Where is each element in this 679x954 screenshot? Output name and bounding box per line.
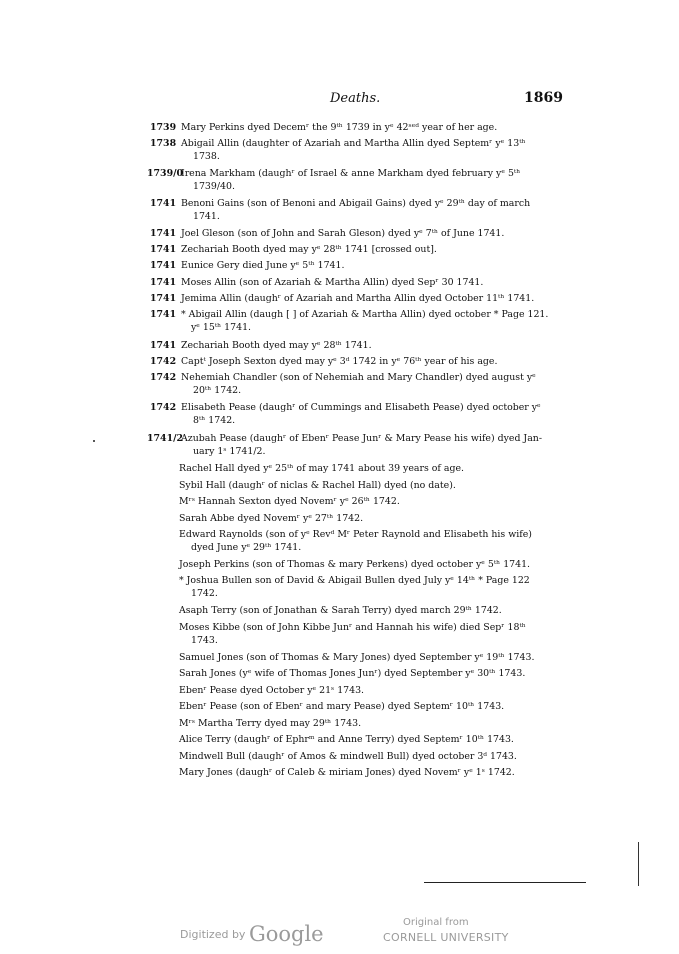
list-item bbox=[150, 227, 570, 240]
entry-year: 1742 bbox=[150, 356, 177, 367]
digitized-prefix: Digitized by bbox=[180, 928, 246, 941]
institution-label: CORNELL UNIVERSITY bbox=[383, 931, 509, 944]
entry-text: Mary Jones (daughʳ of Caleb & miriam Jones) dyed Novemʳ yᵉ 1ˢ 1742. bbox=[179, 767, 515, 778]
entry-text: Mʳˢ Martha Terry dyed may 29ᵗʰ 1743. bbox=[179, 718, 362, 729]
entry-year: 1742 bbox=[150, 372, 177, 383]
entry-year: 1739 bbox=[150, 122, 177, 133]
entry-text: Asaph Terry (son of Jonathan & Sarah Terry) dyed march 29ᵗʰ 1742. bbox=[179, 605, 502, 616]
list-item bbox=[179, 479, 569, 492]
entry-text: Joseph Perkins (son of Thomas & mary Perkens) dyed october yᵉ 5ᵗʰ 1741. bbox=[179, 559, 531, 570]
list-item bbox=[179, 528, 569, 554]
list-item bbox=[179, 750, 569, 763]
entry-continuation: 1741. bbox=[193, 211, 220, 222]
entry-text: Rachel Hall dyed yᵉ 25ᵗʰ of may 1741 about 39 years of age. bbox=[179, 463, 464, 474]
entry-year: 1741 bbox=[150, 244, 177, 255]
list-item bbox=[150, 137, 570, 163]
list-item bbox=[179, 495, 569, 508]
list-item bbox=[179, 512, 569, 525]
entry-continuation: 20ᵗʰ 1742. bbox=[193, 385, 242, 396]
list-item bbox=[179, 766, 569, 779]
entry-text: Mindwell Bull (daughʳ of Amos & mindwell Bull) dyed october 3ᵈ 1743. bbox=[179, 751, 517, 762]
list-item bbox=[179, 621, 569, 647]
entry-text: Eunice Gery died June yᵉ 5ᵗʰ 1741. bbox=[181, 260, 345, 271]
entry-text: Sarah Jones (yᵉ wife of Thomas Jones Junʳ) dyed September yᵉ 30ᵗʰ 1743. bbox=[179, 668, 526, 679]
entry-year: 1741 bbox=[150, 293, 177, 304]
digitized-by-label bbox=[180, 922, 324, 946]
entry-text: Nehemiah Chandler (son of Nehemiah and Mary Chandler) dyed august yᵉ bbox=[181, 372, 536, 383]
entry-text: Irena Markham (daughʳ of Israel & anne Markham dyed february yᵉ 5ᵗʰ bbox=[181, 168, 521, 179]
list-item bbox=[179, 733, 569, 746]
margin-dot bbox=[93, 440, 95, 442]
entry-text: Edward Raynolds (son of yᵉ Revᵈ Mʳ Peter Raynold and Elisabeth his wife) bbox=[179, 529, 532, 540]
entry-text: Benoni Gains (son of Benoni and Abigail Gains) dyed yᵉ 29ᵗʰ day of march bbox=[181, 198, 531, 209]
entry-text: Joel Gleson (son of John and Sarah Gleson) dyed yᵉ 7ᵗʰ of June 1741. bbox=[181, 228, 505, 239]
list-item bbox=[150, 308, 570, 334]
entry-year: 1741 bbox=[150, 260, 177, 271]
entry-text: Ebenʳ Pease dyed October yᵉ 21ˢ 1743. bbox=[179, 685, 365, 696]
entry-year: 1741 bbox=[150, 198, 177, 209]
entry-continuation: 1743. bbox=[191, 635, 218, 646]
original-from-label: Original from bbox=[403, 917, 469, 928]
list-item bbox=[179, 700, 569, 713]
entry-year: 1741/2 bbox=[147, 433, 184, 444]
entry-text: Zechariah Booth dyed may yᵉ 28ᵗʰ 1741 [crossed out]. bbox=[181, 244, 437, 255]
entry-year: 1741 bbox=[150, 309, 177, 320]
list-item bbox=[179, 462, 569, 475]
entry-text: Abigail Allin (daughter of Azariah and Martha Allin dyed Septemʳ yᵉ 13ᵗʰ bbox=[181, 138, 526, 149]
list-item bbox=[179, 651, 569, 664]
list-item bbox=[179, 558, 569, 571]
entry-text: Moses Allin (son of Azariah & Martha Allin) dyed Sepʳ 30 1741. bbox=[181, 277, 484, 288]
entry-year: 1741 bbox=[150, 277, 177, 288]
list-item bbox=[150, 259, 570, 272]
list-item bbox=[150, 197, 570, 223]
entry-text: Mary Perkins dyed Decemʳ the 9ᵗʰ 1739 in yᵉ 42ˢᵉᵈ year of her age. bbox=[181, 122, 498, 133]
entry-text: Sybil Hall (daughʳ of niclas & Rachel Hall) dyed (no date). bbox=[179, 480, 456, 491]
list-item bbox=[179, 604, 569, 617]
entry-text: Zechariah Booth dyed may yᵉ 28ᵗʰ 1741. bbox=[181, 340, 372, 351]
google-logo-text: Google bbox=[248, 922, 324, 946]
entry-continuation: uary 1ˢ 1741/2. bbox=[193, 446, 266, 457]
list-item bbox=[150, 292, 570, 305]
list-item bbox=[150, 243, 570, 256]
entry-continuation: 1742. bbox=[191, 588, 218, 599]
entry-text: Elisabeth Pease (daughʳ of Cummings and Elisabeth Pease) dyed october yᵉ bbox=[181, 402, 541, 413]
list-item bbox=[179, 574, 569, 600]
entry-continuation: 1738. bbox=[193, 151, 220, 162]
entry-text: Sarah Abbe dyed Novemʳ yᵉ 27ᵗʰ 1742. bbox=[179, 513, 364, 524]
entry-text: Captᵗ Joseph Sexton dyed may yᵉ 3ᵈ 1742 in yᵉ 76ᵗʰ year of his age. bbox=[181, 356, 498, 367]
list-item bbox=[179, 717, 569, 730]
list-item bbox=[150, 401, 570, 427]
entry-continuation: yᵉ 15ᵗʰ 1741. bbox=[191, 322, 252, 333]
entry-text: Samuel Jones (son of Thomas & Mary Jones) dyed September yᵉ 19ᵗʰ 1743. bbox=[179, 652, 535, 663]
list-item bbox=[150, 121, 570, 134]
list-item bbox=[150, 371, 570, 397]
entry-continuation: 8ᵗʰ 1742. bbox=[193, 415, 236, 426]
list-item bbox=[147, 167, 567, 193]
entry-year: 1741 bbox=[150, 340, 177, 351]
list-item bbox=[147, 432, 567, 458]
page-number: 1869 bbox=[524, 90, 563, 106]
footer-rule bbox=[424, 882, 586, 883]
margin-mark bbox=[638, 842, 639, 886]
entry-year: 1738 bbox=[150, 138, 177, 149]
list-item bbox=[150, 276, 570, 289]
page-title: Deaths. bbox=[330, 91, 381, 106]
entry-text: Ebenʳ Pease (son of Ebenʳ and mary Pease) dyed Septemʳ 10ᵗʰ 1743. bbox=[179, 701, 505, 712]
list-item bbox=[179, 667, 569, 680]
entry-text: Mʳˢ Hannah Sexton dyed Novemʳ yᵉ 26ᵗʰ 1742. bbox=[179, 496, 400, 507]
entry-text: Moses Kibbe (son of John Kibbe Junʳ and Hannah his wife) died Sepʳ 18ᵗʰ bbox=[179, 622, 526, 633]
entry-text: * Joshua Bullen son of David & Abigail Bullen dyed July yᵉ 14ᵗʰ * Page 122 bbox=[179, 575, 530, 586]
entry-continuation: dyed June yᵉ 29ᵗʰ 1741. bbox=[191, 542, 302, 553]
entry-text: Alice Terry (daughʳ of Ephrᵐ and Anne Terry) dyed Septemʳ 10ᵗʰ 1743. bbox=[179, 734, 514, 745]
list-item bbox=[150, 355, 570, 368]
entry-text: * Abigail Allin (daugh [ ] of Azariah & Martha Allin) dyed october * Page 121. bbox=[181, 309, 549, 320]
entry-year: 1742 bbox=[150, 402, 177, 413]
entry-text: Jemima Allin (daughʳ of Azariah and Martha Allin dyed October 11ᵗʰ 1741. bbox=[181, 293, 535, 304]
entry-text: Azubah Pease (daughʳ of Ebenʳ Pease Junʳ & Mary Pease his wife) dyed Jan- bbox=[181, 433, 542, 444]
entry-continuation: 1739/40. bbox=[193, 181, 235, 192]
entry-year: 1739/0 bbox=[147, 168, 184, 179]
list-item bbox=[179, 684, 569, 697]
entry-year: 1741 bbox=[150, 228, 177, 239]
list-item bbox=[150, 339, 570, 352]
